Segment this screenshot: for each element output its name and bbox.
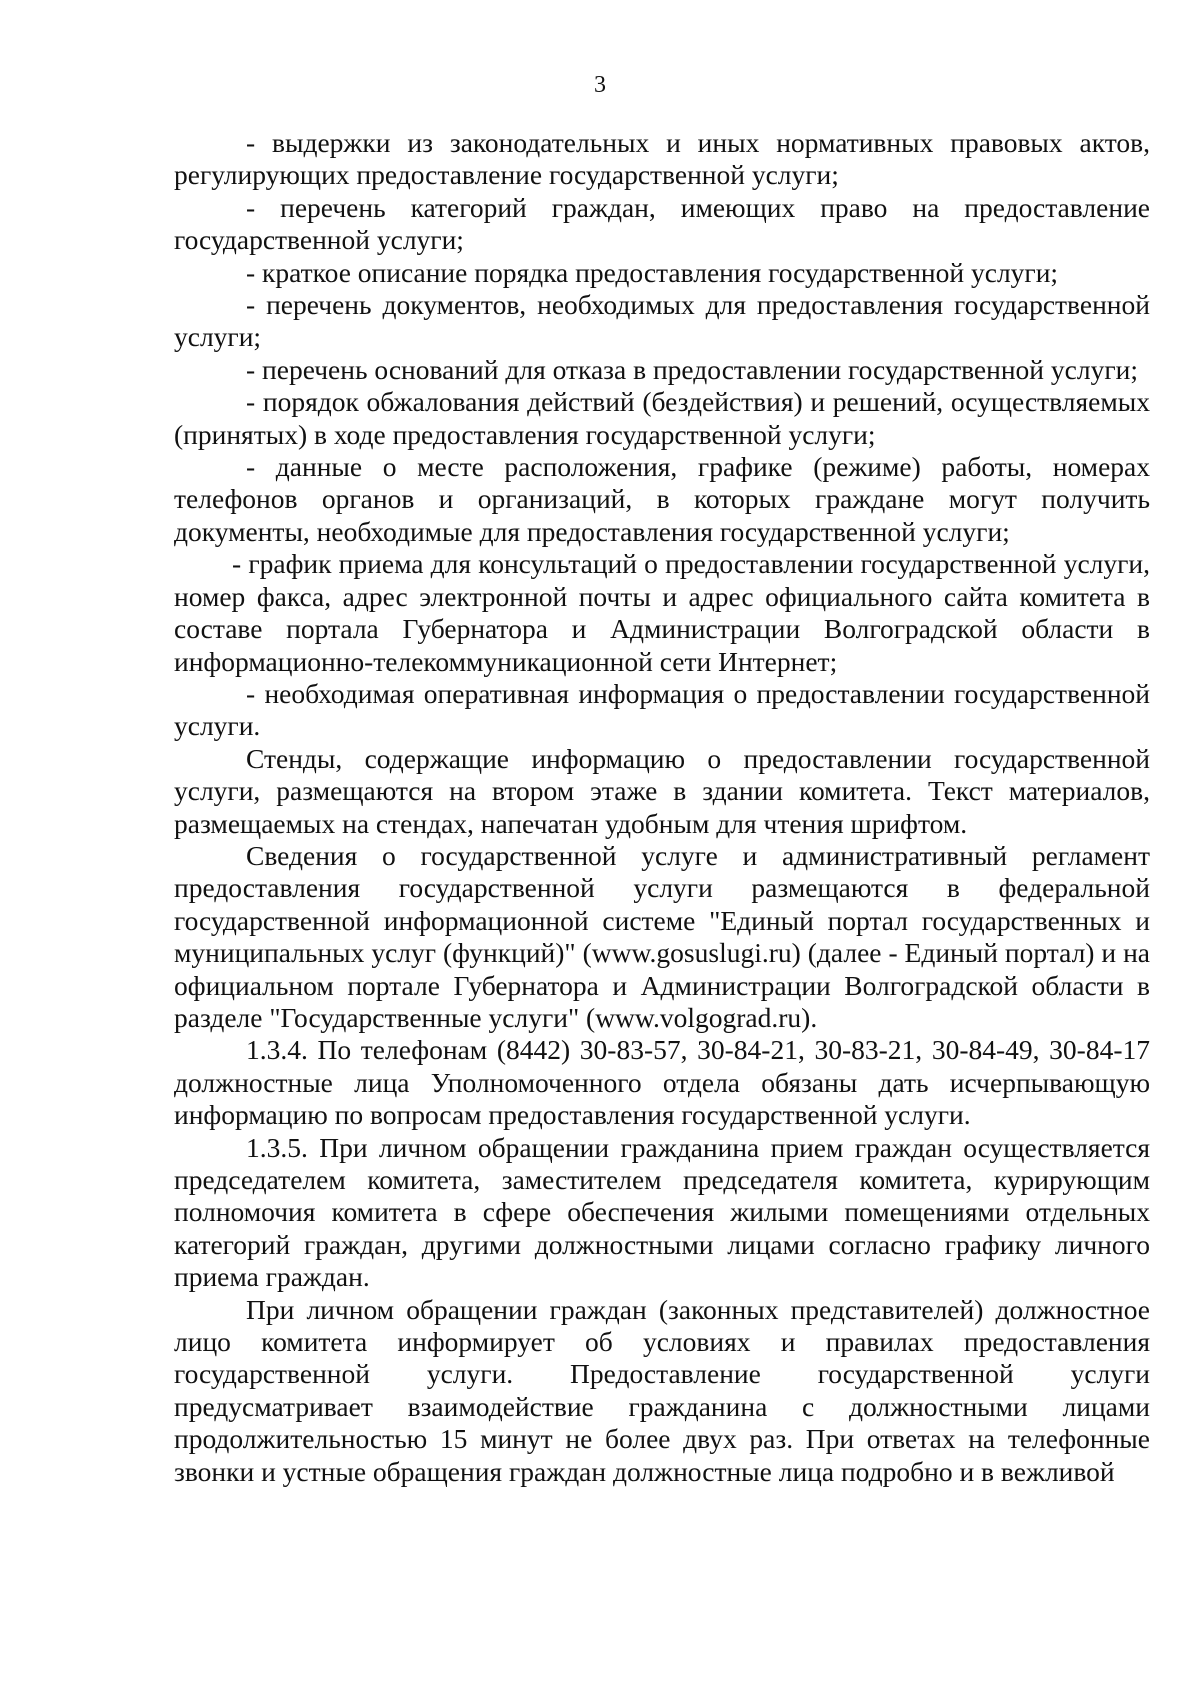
list-item-procedure-description: - краткое описание порядка предоставления государственной услуги; [246,256,1059,288]
list-item-legislative-excerpts: - выдержки из законодательных и иных нормативных правовых актов, регулирующих предоставление государственной услуги; [174,127,1150,191]
paragraph-information-stands: Стенды, содержащие информацию о предоставлении государственной услуги, размещаются на втором этаже в здании комитета. Текст материалов, размещаемых на стендах, напечатан удобным для чтения шрифтом. [174,742,1150,839]
list-item-citizen-categories: - перечень категорий граждан, имеющих право на предоставление государственной услуги; [174,191,1150,256]
list-item-location-schedule: - данные о месте расположения, графике (режиме) работы, номерах телефонов органов и организаций, в которых граждане могут получить документы, необходимые для предоставления государственной услуги; [174,451,1150,547]
list-item-operational-info: - необходимая оперативная информация о предоставлении государственной услуги. [174,677,1150,742]
paragraph-portal-publication: Сведения о государственной услуге и административный регламент предоставления государственной услуги размещаются в федеральной государственной информационной системе "Единый портал государственных и муниципальных услуг (функций)" (www.gosuslugi.ru) (далее - Единый портал) и на официальном портале Губернатора и Администрации Волгоградской области в разделе "Государственные услуги" (www.volgograd.ru). [174,839,1150,1033]
paragraph-section-1-3-5: 1.3.5. При личном обращении гражданина прием граждан осуществляется председателем комитета, заместителем председателя комитета, курирующим полномочия комитета в сфере обеспечения жилыми помещениями отдельных категорий граждан, другими должностными лицами согласно графику личного приема граждан. [174,1131,1150,1293]
list-item-required-documents: - перечень документов, необходимых для предоставления государственной услуги; [174,289,1150,353]
list-item-refusal-grounds: - перечень оснований для отказа в предоставлении государственной услуги; [246,353,1138,385]
paragraph-personal-visit: При личном обращении граждан (законных представителей) должностное лицо комитета информирует об условиях и правилах предоставления государственной услуги. Предоставление государственной услуги предусматривает взаимодействие гражданина с должностными лицами продолжительностью 15 минут не более двух раз. При ответах на телефонные звонки и устные обращения граждан должностные лица подробно и в вежливой [174,1293,1150,1487]
list-item-consultation-schedule: - график приема для консультаций о предоставлении государственной услуги, номер факса, адрес электронной почты и адрес официального сайта комитета в составе портала Губернатора и Администрации Волгоградской области в информационно-телекоммуникационной сети Интернет; [174,548,1150,677]
page-number: 3 [594,72,606,98]
paragraph-section-1-3-4: 1.3.4. По телефонам (8442) 30-83-57, 30-84-21, 30-83-21, 30-84-49, 30-84-17 должностные лица Уполномоченного отдела обязаны дать исчерпывающую информацию по вопросам предоставления государственной услуги. [174,1034,1150,1131]
document-body [174,127,1150,1488]
list-item-appeal-procedure: - порядок обжалования действий (бездействия) и решений, осуществляемых (принятых) в ходе предоставления государственной услуги; [174,386,1150,450]
